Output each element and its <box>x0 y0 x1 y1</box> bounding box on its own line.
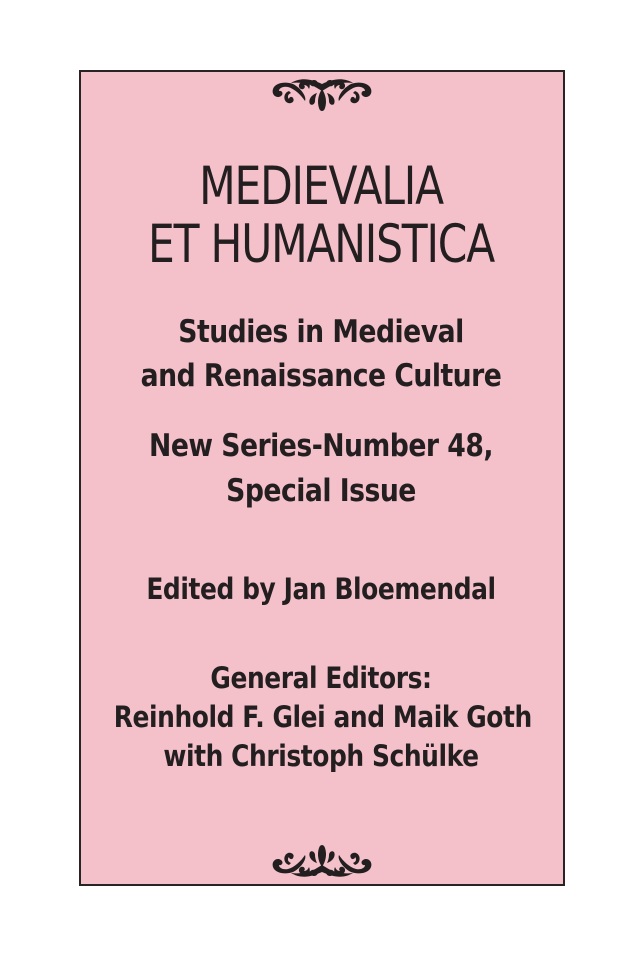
subtitle-line-1: Studies in Medieval <box>178 314 464 350</box>
series-line-2: Special Issue <box>226 473 416 509</box>
flourish-ornament-top-icon <box>271 75 373 113</box>
title-line-1: MEDIEVALIA <box>199 156 443 217</box>
editor-credit: Edited by Jan Bloemendal <box>146 572 496 606</box>
flourish-ornament-bottom-icon <box>271 843 373 881</box>
title-line-2: ET HUMANISTICA <box>147 214 495 275</box>
subtitle-line-2: and Renaissance Culture <box>140 358 502 394</box>
general-editors-label: General Editors: <box>210 661 432 695</box>
series-line-1: New Series-Number 48, <box>149 428 493 464</box>
general-editors-assistant: with Christoph Schülke <box>163 739 479 773</box>
general-editors-names: Reinhold F. Glei and Maik Goth <box>113 700 532 734</box>
